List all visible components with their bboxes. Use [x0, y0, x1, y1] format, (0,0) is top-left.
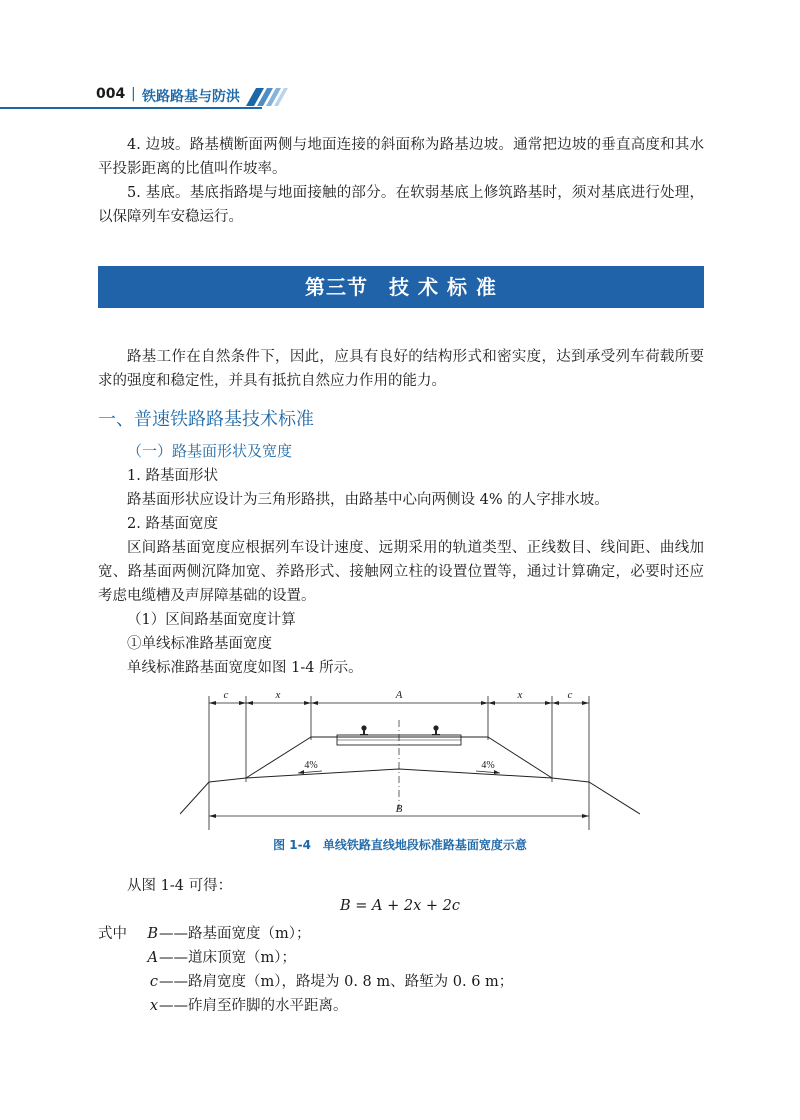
from-figure-text: 从图 1-4 可得：	[127, 878, 233, 894]
roadbed-cross-section-diagram	[180, 682, 640, 832]
heading-level-2: （一）路基面形状及宽度	[127, 442, 293, 460]
header-separator: |	[131, 86, 136, 102]
subitem-1-title: （1）区间路基面宽度计算	[127, 612, 296, 628]
paragraph-item-4: 4. 边坡。路基横断面两侧与地面连接的斜面称为路基边坡。通常把边坡的垂直高度和其水平投影距离的比值叫作坡率。	[98, 137, 704, 177]
paragraph-item-5: 5. 基底。基底指路堤与地面接触的部分。在软弱基底上修筑路基时，须对基底进行处理，以保障列车安稳运行。	[98, 185, 704, 225]
definitions-lead: 式中	[98, 926, 127, 942]
definition-text: ——路基面宽度（m）；	[159, 926, 311, 942]
slope-label-left: 4%	[304, 760, 318, 771]
definition-symbol: c	[149, 974, 158, 990]
label-a: A	[395, 689, 403, 701]
rails	[360, 725, 440, 735]
slope-label-right: 4%	[481, 760, 495, 771]
definition-text: ——道床顶宽（m）；	[159, 950, 296, 966]
section-intro-paragraph: 路基工作在自然条件下，因此，应具有良好的结构形式和密实度，达到承受列车荷载所要求的强度和稳定性，并具有抵抗自然应力作用的能力。	[98, 349, 704, 389]
definition-symbol: A	[147, 950, 158, 966]
header-stripes-decoration	[246, 88, 294, 108]
figure-caption: 图 1-4 单线铁路直线地段标准路基面宽度示意	[273, 838, 527, 852]
item-2-title: 2. 路基面宽度	[127, 516, 218, 532]
page-number: 004	[96, 86, 126, 102]
definition-symbol: B	[147, 926, 158, 942]
ballast-profile	[246, 737, 552, 778]
header-rule	[0, 107, 262, 109]
heading-level-1: 一、普速铁路路基技术标准	[98, 409, 314, 430]
book-title: 铁路路基与防洪	[142, 89, 240, 105]
label-b: B	[395, 803, 403, 815]
label-x-right: x	[517, 689, 523, 701]
subitem-1a-title: ①单线标准路基面宽度	[127, 636, 272, 652]
item-2-body: 区间路基面宽度应根据列车设计速度、远期采用的轨道类型、正线数目、线间距、曲线加宽、路基面两侧沉降加宽、养路形式、接触网立柱的设置位置等，通过计算确定，必要时还应考虑电缆槽及声屏障基础的设置。	[98, 540, 704, 604]
label-x-left: x	[275, 689, 281, 701]
label-c-left: c	[223, 689, 229, 701]
definition-text: ——路肩宽度（m），路堤为 0. 8 m、路堑为 0. 6 m；	[159, 974, 514, 990]
definition-text: ——砟肩至砟脚的水平距离。	[159, 998, 348, 1014]
item-1-title: 1. 路基面形状	[127, 468, 218, 484]
section-title: 第三节 技 术 标 准	[305, 275, 497, 299]
item-1-body: 路基面形状应设计为三角形路拱，由路基中心向两侧设 4% 的人字排水坡。	[127, 492, 609, 508]
subitem-1a-body: 单线标准路基面宽度如图 1-4 所示。	[127, 660, 363, 676]
definition-symbol: x	[149, 998, 158, 1014]
width-formula: B = A + 2x + 2c	[340, 898, 460, 914]
running-header	[0, 82, 800, 112]
label-c-right: c	[567, 689, 573, 701]
section-banner	[98, 266, 704, 308]
